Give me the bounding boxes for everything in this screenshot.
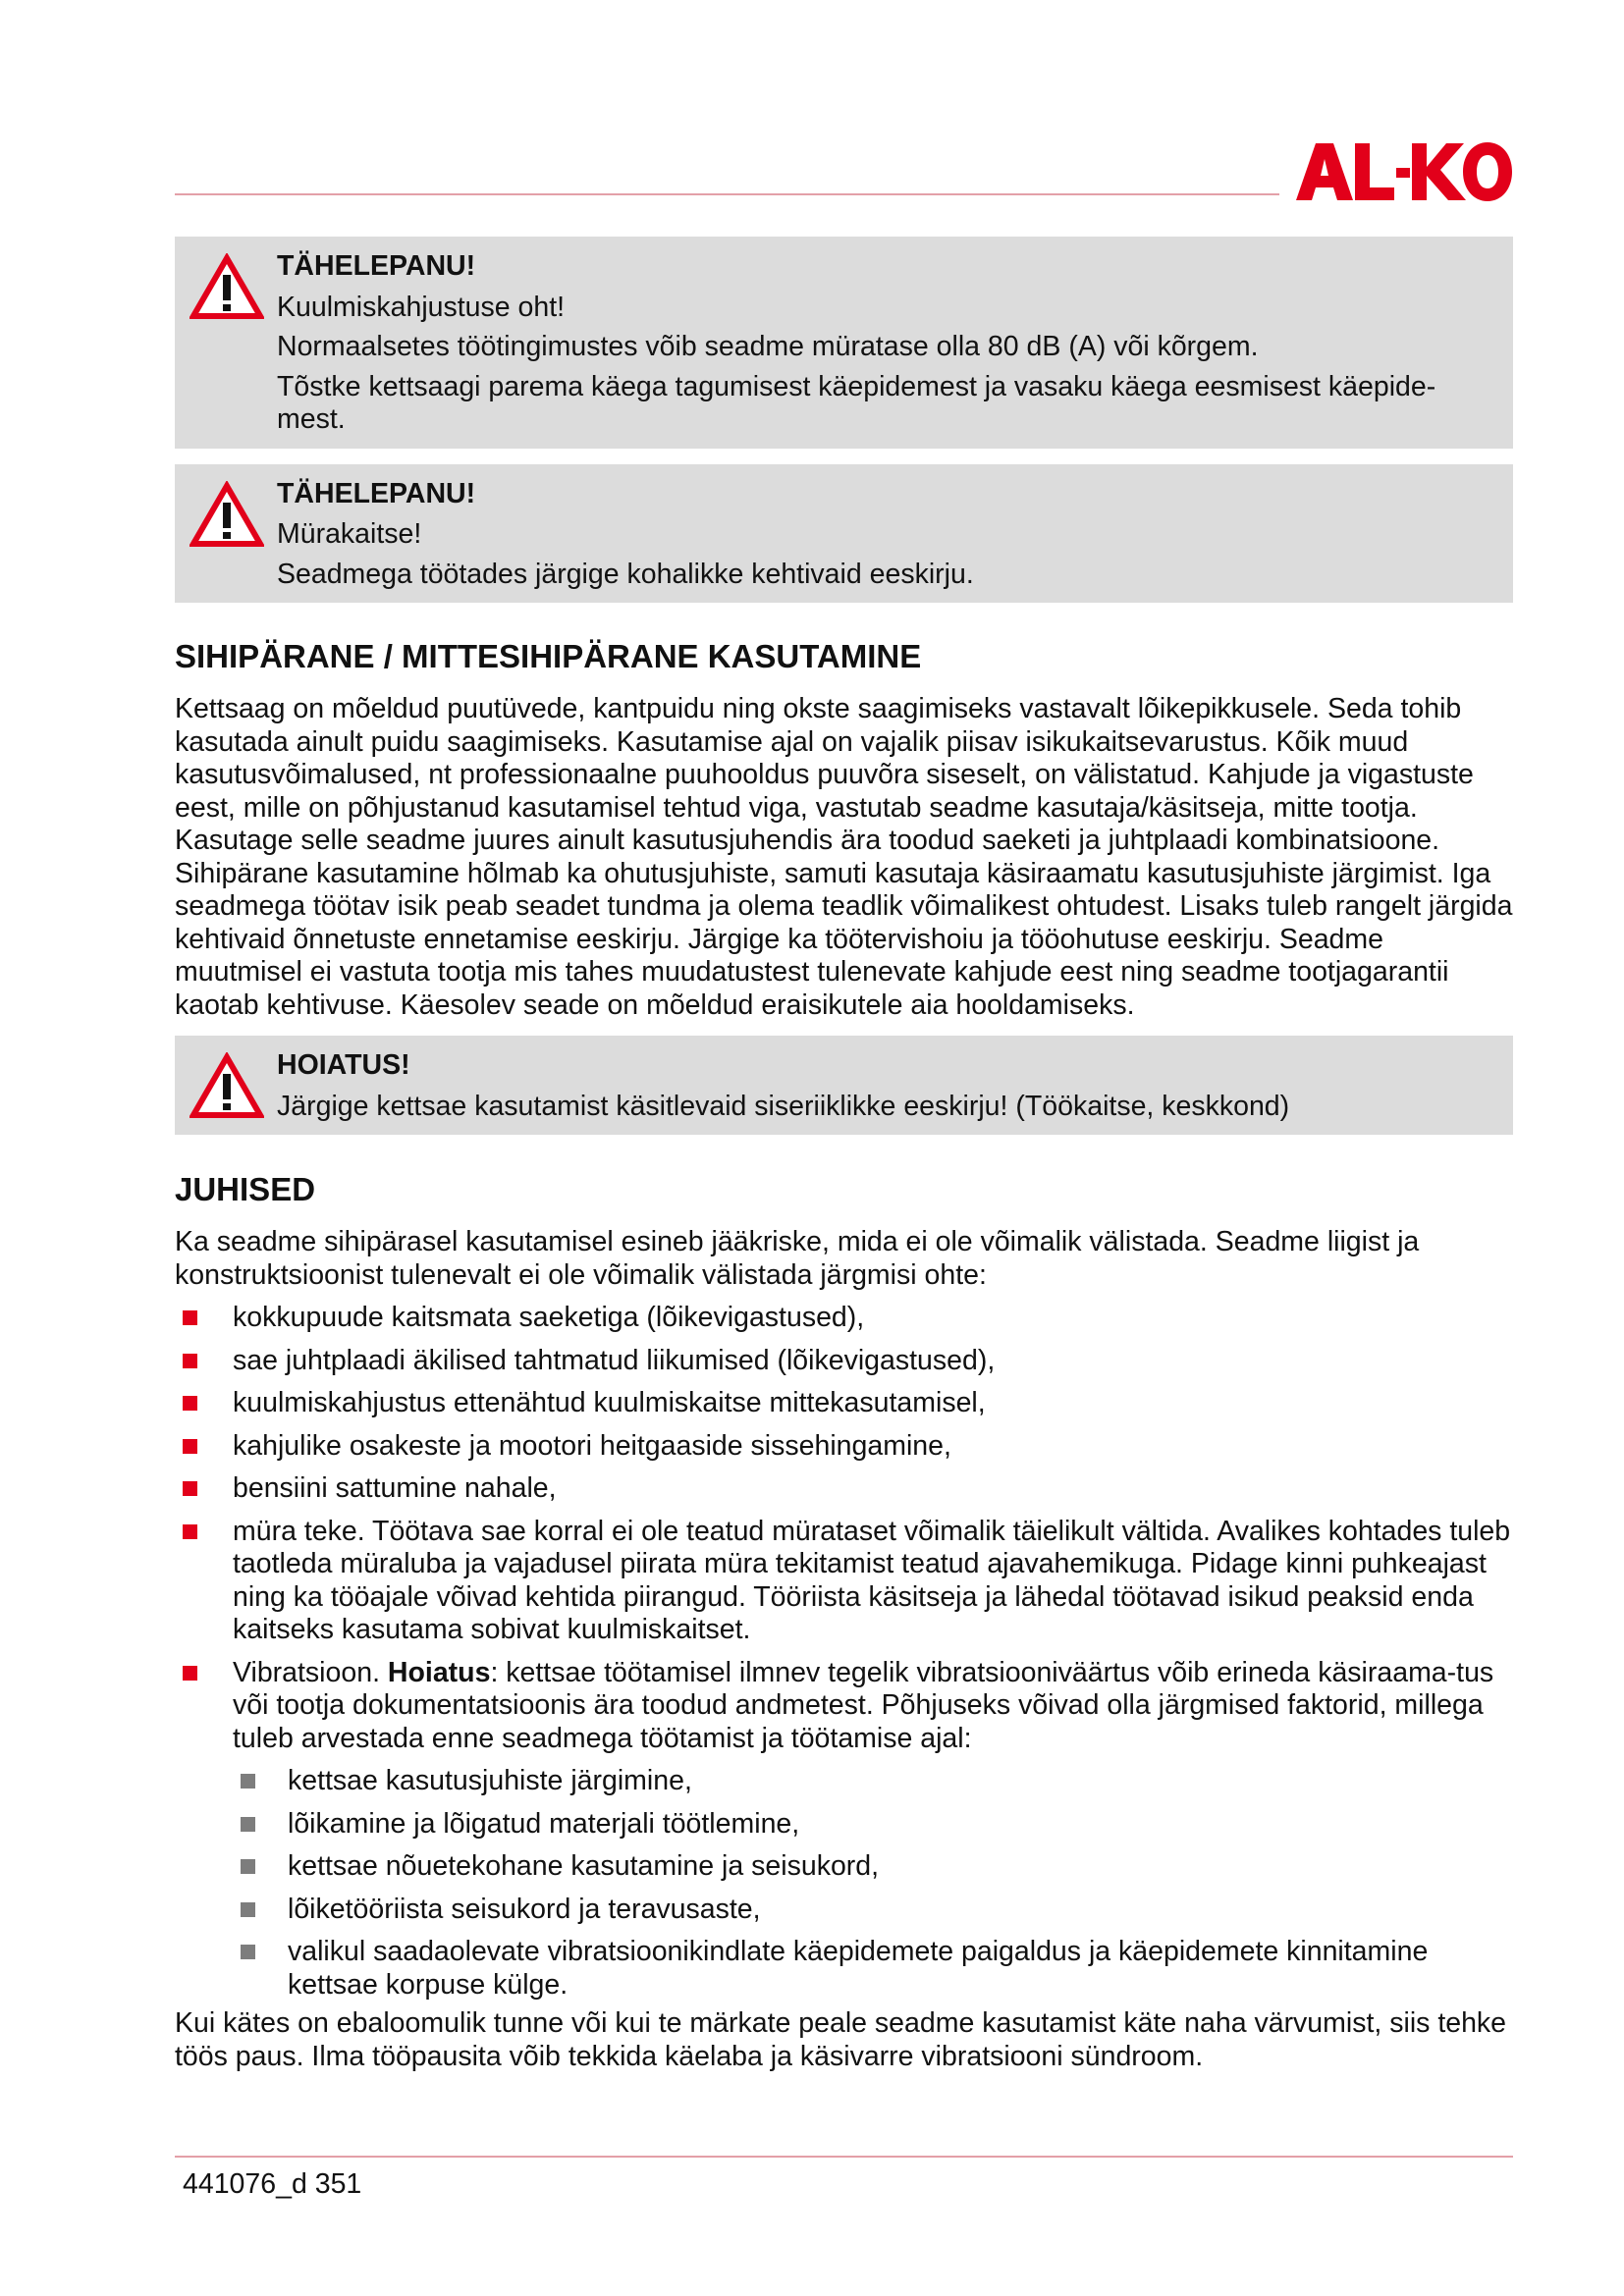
closing-paragraph: Kui kätes on ebaloomulik tunne või kui te märkate peale seadme kasutamist käte naha värvumist, siis tehke töös paus. Ilma tööpausita võib tekkida käelaba ja käsivarre vibratsiooni sündroom. bbox=[175, 2007, 1507, 2072]
intended-use-paragraph: Kettsaag on mõeldud puutüvede, kantpuidu ning okste saagimiseks vastavalt lõikepikkusele. Seda tohib kasutada ainult puidu saagimiseks. Kasutamise ajal on vajalik piisav isikukaitsevarustus. Kõik muud kasutusvõimalused, nt professionaalne puuhooldus puuvõra siseselt, on välistatud. Kahjude ja vigastuste eest, mille on põhjustanud kasutamisel tehtud viga, vastutab seadme kasutaja/käsitseja, mitte tootja. Kasutage selle seadme juures ainult kasutusjuhendis ära toodud saeketi ja juhtplaadi kombinatsioone. Sihipärane kasutamine hõlmab ka ohutusjuhiste, samuti kasutaja käsiraamatu kasutusjuhiste järgimist. Iga seadmega töötav isik peab seadet tundma ja olema teadlik võimalikest ohtudest. Lisaks tuleb rangelt järgida kehtivaid õnnetuste ennetamise eeskirju. Järgige ka töötervishoiu ja tööohutuse eeskirju. Seadme muutmisel ei vastuta tootja mis tahes muudatustest tulenevate kahjude eest ning seadme tootjagarantii kaotab kehtivuse. Käesolev seade on mõeldud eraisikutele aia hooldamiseks. bbox=[175, 693, 1513, 1021]
list-item: lõiketööriista seisukord ja teravusaste, bbox=[233, 1894, 1513, 1927]
list-item: bensiini sattumine nahale, bbox=[175, 1472, 1513, 1506]
list-item: valikul saadaolevate vibratsioonikindlate käepidemete paigaldus ja käepidemete kinnitamine kettsae korpuse külge. bbox=[233, 1936, 1513, 2002]
warning-notice-noise bbox=[175, 464, 1513, 604]
alko-logo bbox=[1294, 135, 1514, 206]
list-item: müra teke. Töötava sae korral ei ole teatud mürataset võimalik täielikult vältida. Avalikes kohtades tuleb taotleda müraluba ja vajadusel piirata müra tekitamist teatud ajavahemikuga. Pidage kinni puhkeajast ning ka tööajale võivad kehtida piirangud. Tööriista käsitseja ja lähedal töötavad isikud peaksid enda kaitseks kasutama sobivat kuulmiskaitset. bbox=[175, 1516, 1513, 1647]
notice-title: TÄHELEPANU! bbox=[277, 477, 476, 509]
header-divider bbox=[175, 193, 1279, 195]
list-item: kokkupuude kaitsmata saeketiga (lõikevigastused), bbox=[175, 1302, 1513, 1335]
instructions-intro: Ka seadme sihipärasel kasutamisel esineb jääkriske, mida ei ole võimalik välistada. Seadme liigist ja konstruktsioonist tulenevalt ei ole võimalik välistada järgmisi ohte: bbox=[175, 1226, 1420, 1291]
list-item: kettsae nõuetekohane kasutamine ja seisukord, bbox=[233, 1850, 1513, 1884]
residual-risk-list bbox=[175, 1302, 1513, 2002]
vibration-text: : kettsae töötamisel ilmnev tegelik vibratsiooniväärtus võib erineda käsiraama-tus või tootja dokumentatsioonis ära toodud andmetest. Põhjuseks võivad olla järgmised faktorid, millega tuleb arvestada enne seadmega töötamist ja töötamise ajal: bbox=[233, 1656, 1494, 1754]
vibration-factor-list bbox=[233, 1765, 1513, 2002]
notice-line: Normaalsetes töötingimustes võib seadme müratase olla 80 dB (A) või kõrgem. bbox=[277, 331, 1259, 362]
list-item-vibration bbox=[175, 1657, 1513, 2002]
document-number: 441076_d 351 bbox=[183, 2168, 362, 2200]
list-item: kahjulike osakeste ja mootori heitgaaside sissehingamine, bbox=[175, 1430, 1513, 1464]
list-item: lõikamine ja lõigatud materjali töötlemine, bbox=[233, 1808, 1513, 1842]
notice-line: Järgige kettsae kasutamist käsitlevaid siseriiklikke eeskirju! (Töökaitse, keskkond) bbox=[277, 1090, 1290, 1122]
vibration-lead: Vibratsioon. bbox=[233, 1656, 380, 1688]
section-heading-intended-use: SIHIPÄRANE / MITTESIHIPÄRANE KASUTAMINE bbox=[175, 638, 922, 674]
list-item: kettsae kasutusjuhiste järgimine, bbox=[233, 1765, 1513, 1798]
notice-line: Tõstke kettsaagi parema käega tagumisest käepidemest ja vasaku käega eesmisest käepide-mest. bbox=[277, 370, 1436, 435]
notice-title: TÄHELEPANU! bbox=[277, 250, 476, 282]
notice-line: Mürakaitse! bbox=[277, 518, 422, 550]
warning-triangle-icon bbox=[189, 481, 264, 548]
warning-notice-national-rules bbox=[175, 1036, 1513, 1135]
content-column bbox=[175, 237, 1513, 2073]
warning-notice-hearing bbox=[175, 237, 1513, 449]
notice-line: Kuulmiskahjustuse oht! bbox=[277, 291, 566, 323]
vibration-warning-label: Hoiatus bbox=[387, 1656, 491, 1688]
list-item: sae juhtplaadi äkilised tahtmatud liikumised (lõikevigastused), bbox=[175, 1345, 1513, 1378]
warning-triangle-icon bbox=[189, 1052, 264, 1119]
notice-line: Seadmega töötades järgige kohalikke kehtivaid eeskirju. bbox=[277, 558, 974, 590]
list-item: kuulmiskahjustus ettenähtud kuulmiskaitse mittekasutamisel, bbox=[175, 1387, 1513, 1420]
warning-triangle-icon bbox=[189, 253, 264, 320]
footer-divider bbox=[175, 2156, 1513, 2158]
section-heading-instructions: JUHISED bbox=[175, 1171, 316, 1207]
notice-title: HOIATUS! bbox=[277, 1049, 410, 1081]
